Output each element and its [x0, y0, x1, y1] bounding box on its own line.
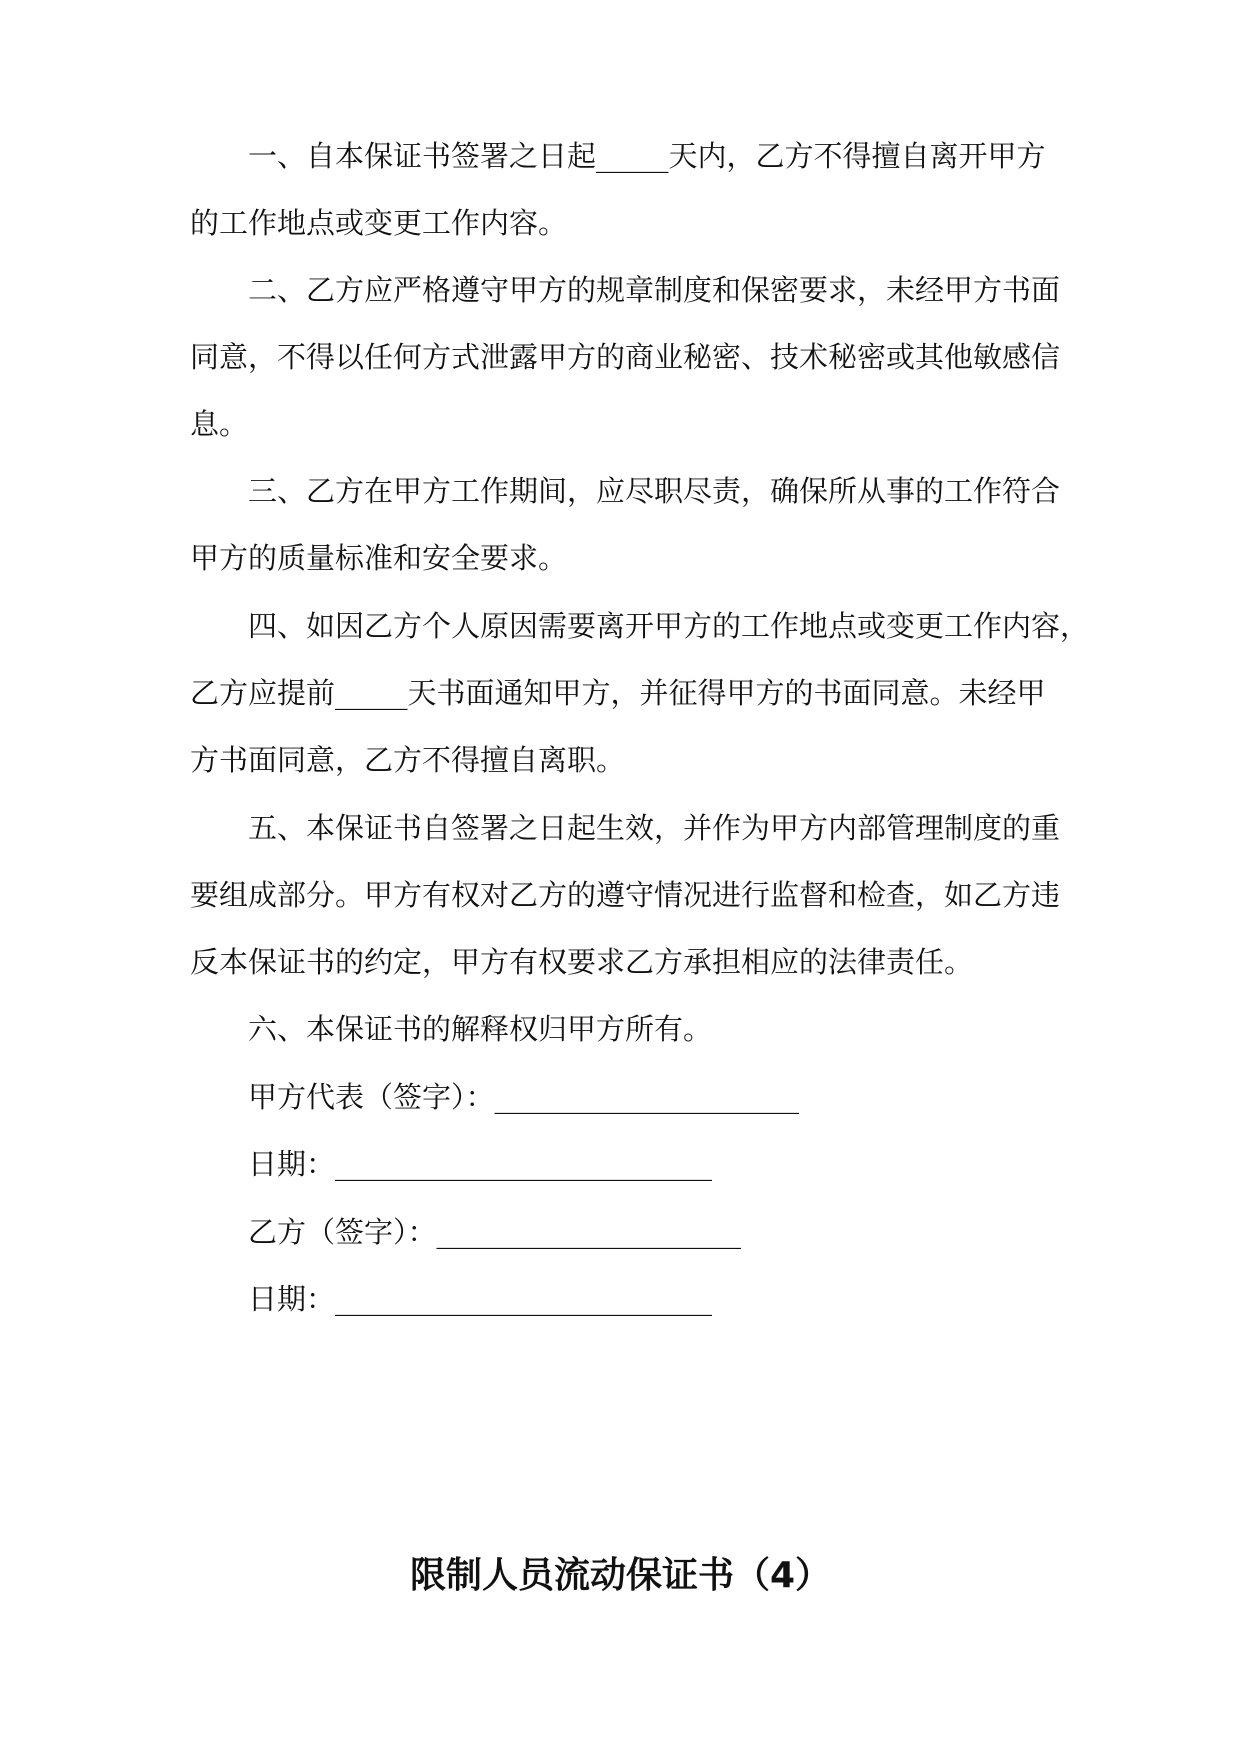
clause-4-line-3: 方书面同意，乙方不得擅自离职。 [190, 743, 626, 777]
clause-3-line-1: 三、乙方在甲方工作期间，应尽职尽责，确保所从事的工作符合 [248, 474, 1061, 508]
clause-4-line-2: 乙方应提前_____天书面通知甲方，并征得甲方的书面同意。未经甲 [190, 676, 1046, 710]
clause-5-line-2: 要组成部分。甲方有权对乙方的遵守情况进行监督和检查，如乙方违 [190, 878, 1061, 912]
clause-2-line-3: 息。 [190, 407, 249, 441]
clause-4-line-1: 四、如因乙方个人原因需要离开甲方的工作地点或变更工作内容， [248, 609, 1090, 643]
clause-5-line-1: 五、本保证书自签署之日起生效，并作为甲方内部管理制度的重 [248, 811, 1061, 845]
next-document-title: 限制人员流动保证书（4） [409, 1555, 832, 1596]
clause-2-line-1: 二、乙方应严格遵守甲方的规章制度和保密要求，未经甲方书面 [248, 273, 1061, 307]
party-b-signature-line: 乙方（签字）：_____________________ [248, 1215, 742, 1249]
party-b-date-line: 日期：__________________________ [248, 1282, 713, 1316]
clause-6-line-1: 六、本保证书的解释权归甲方所有。 [248, 1012, 713, 1046]
clause-1-line-2: 的工作地点或变更工作内容。 [190, 206, 568, 240]
party-a-signature-line: 甲方代表（签字）：_____________________ [248, 1080, 800, 1114]
clause-5-line-3: 反本保证书的约定，甲方有权要求乙方承担相应的法律责任。 [190, 945, 974, 979]
clause-1-line-1: 一、自本保证书签署之日起_____天内，乙方不得擅自离开甲方 [248, 139, 1046, 173]
party-a-date-line: 日期：__________________________ [248, 1147, 713, 1181]
clause-2-line-2: 同意，不得以任何方式泄露甲方的商业秘密、技术秘密或其他敏感信 [190, 340, 1061, 374]
clause-3-line-2: 甲方的质量标准和安全要求。 [190, 541, 568, 575]
